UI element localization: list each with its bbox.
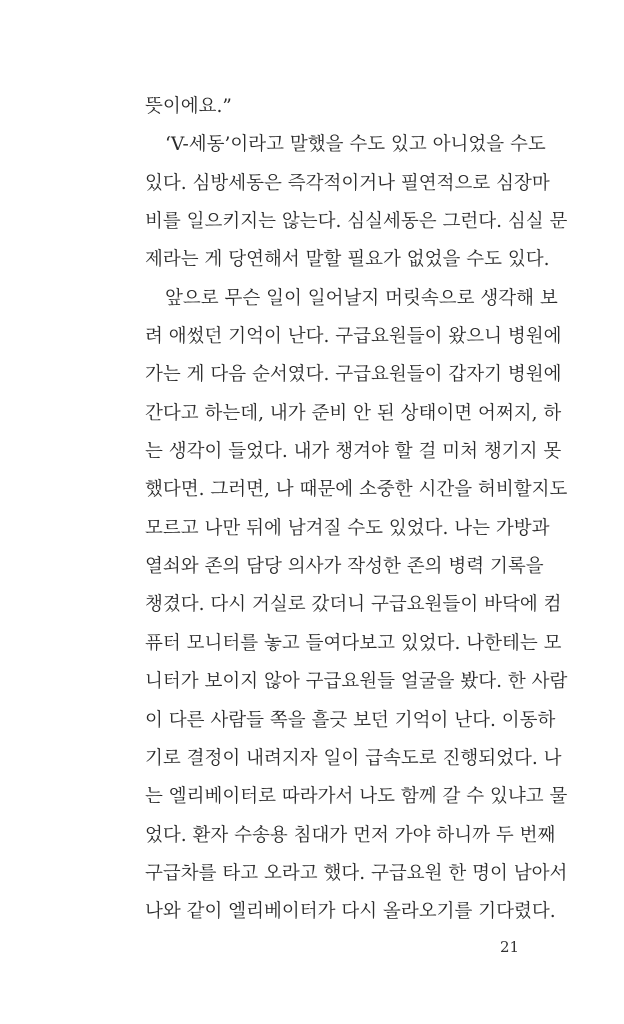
text-line: ‘V-세동’이라고 말했을 수도 있고 아니었을 수도 [165,134,546,156]
text-line: 는 생각이 들었다. 내가 챙겨야 할 걸 미처 챙기지 못 [145,441,562,463]
book-page-text [145,88,568,932]
text-line: 챙겼다. 다시 거실로 갔더니 구급요원들이 바닥에 컴 [145,594,562,616]
text-line: 나와 같이 엘리베이터가 다시 올라오기를 기다렸다. [145,901,556,923]
text-line: 가는 게 다음 순서였다. 구급요원들이 갑자기 병원에 [145,364,562,386]
text-line: 구급차를 타고 오라고 했다. 구급요원 한 명이 남아서 [145,862,568,884]
text-line: 니터가 보이지 않아 구급요원들 얼굴을 봤다. 한 사람 [145,671,568,693]
text-line: 모르고 나만 뒤에 남겨질 수도 있었다. 나는 가방과 [145,517,550,539]
text-line: 비를 일으키지는 않는다. 심실세동은 그런다. 심실 문 [145,211,568,233]
text-line: 간다고 하는데, 내가 준비 안 된 상태이면 어쩌지, 하 [145,402,562,424]
text-line: 퓨터 모니터를 놓고 들여다보고 있었다. 나한테는 모 [145,632,562,654]
page-number: 21 [500,938,520,956]
text-line: 제라는 게 당연해서 말할 필요가 없었을 수도 있다. [145,249,550,271]
text-line: 했다면. 그러면, 나 때문에 소중한 시간을 허비할지도 [145,479,568,501]
text-line: 앞으로 무슨 일이 일어날지 머릿속으로 생각해 보 [165,287,558,309]
text-line: 있다. 심방세동은 즉각적이거나 필연적으로 심장마 [145,172,550,194]
text-line: 이 다른 사람들 쪽을 흘긋 보던 기억이 난다. 이동하 [145,709,556,731]
text-line: 려 애썼던 기억이 난다. 구급요원들이 왔으니 병원에 [145,326,562,348]
text-line: 기로 결정이 내려지자 일이 급속도로 진행되었다. 나 [145,747,562,769]
text-line: 뜻이에요.” [145,96,232,117]
text-line: 었다. 환자 수송용 침대가 먼저 가야 하니까 두 번째 [145,824,556,846]
text-line: 는 엘리베이터로 따라가서 나도 함께 갈 수 있냐고 물 [145,786,568,808]
text-line: 열쇠와 존의 담당 의사가 작성한 존의 병력 기록을 [145,556,544,578]
